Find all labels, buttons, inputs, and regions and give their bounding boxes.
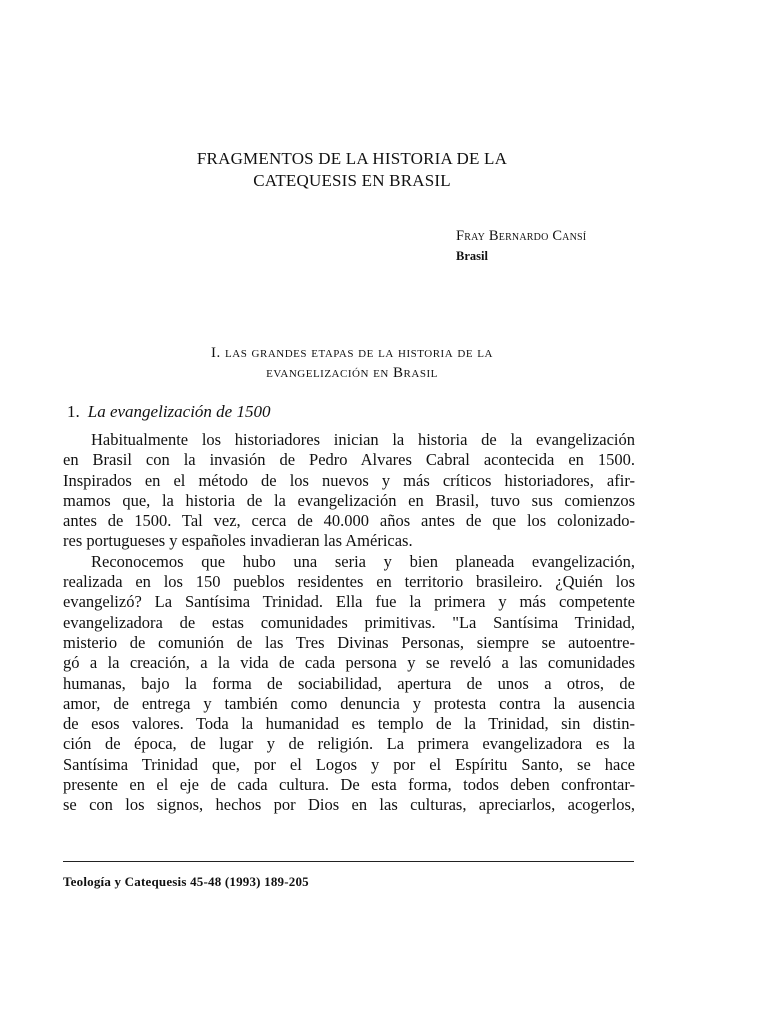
body-line: Habitualmente los historiadores inician la historia de la evangelización <box>91 430 635 449</box>
body-line: amor, de entrega y también como denuncia y protesta contra la ausencia <box>63 693 635 713</box>
body-line: res portugueses y españoles invadieran las Américas. <box>63 531 413 551</box>
subsection-title: La evangelización de 1500 <box>87 402 271 421</box>
article-title <box>0 148 704 192</box>
body-text <box>63 430 635 816</box>
body-line: se con los signos, hechos por Dios en las culturas, apreciarlos, acogerlos, <box>63 795 635 815</box>
subsection-number: 1. <box>67 402 80 421</box>
article-title-line-2: CATEQUESIS EN BRASIL <box>253 171 451 190</box>
body-line: evangelizó? La Santísima Trinidad. Ella fue la primera y más competente <box>63 592 635 612</box>
section-heading-line-2: evangelización en Brasil <box>266 365 438 381</box>
author-block <box>456 227 586 265</box>
body-line: gó a la creación, a la vida de cada persona y se reveló a las comunidades <box>63 653 635 673</box>
section-number: I. <box>211 345 221 361</box>
author-name: Fray Bernardo Cansí <box>456 228 587 244</box>
body-line: humanas, bajo la forma de sociabilidad, apertura de unos a otros, de <box>63 673 635 693</box>
body-line: realizada en los 150 pueblos residentes en territorio brasileiro. ¿Quién los <box>63 572 635 592</box>
body-line: Reconocemos que hubo una seria y bien planeada evangelización, <box>91 551 635 571</box>
subsection-heading <box>67 401 270 423</box>
body-line: en Brasil con la invasión de Pedro Alvares Cabral acontecida en 1500. <box>63 450 635 470</box>
body-line: antes de 1500. Tal vez, cerca de 40.000 años antes de que los colonizado- <box>63 511 635 531</box>
body-line: Inspirados en el método de los nuevos y más críticos historiadores, afir- <box>63 470 635 490</box>
footer-divider <box>63 861 634 862</box>
body-line: misterio de comunión de las Tres Divinas Personas, siempre se autoentre- <box>63 632 635 652</box>
body-line: de esos valores. Toda la humanidad es templo de la Trinidad, sin distin- <box>63 714 635 734</box>
body-line: ción de época, de lugar y de religión. La primera evangelizadora es la <box>63 734 635 754</box>
body-line: presente en el eje de cada cultura. De esta forma, todos deben confrontar- <box>63 775 635 795</box>
section-heading <box>0 343 704 383</box>
journal-citation: Teología y Catequesis 45-48 (1993) 189-205 <box>63 874 309 889</box>
author-country: Brasil <box>456 249 488 263</box>
body-line: Santísima Trinidad que, por el Logos y por el Espíritu Santo, se hace <box>63 754 635 774</box>
body-line: evangelizadora de estas comunidades primitivas. "La Santísima Trinidad, <box>63 612 635 632</box>
section-heading-line-1 <box>0 343 704 363</box>
article-title-line-1: FRAGMENTOS DE LA HISTORIA DE LA <box>196 149 508 168</box>
body-line: mamos que, la historia de la evangelización en Brasil, tuvo sus comienzos <box>63 490 635 510</box>
section-title-part-1: las grandes etapas de la historia de la <box>225 345 493 361</box>
